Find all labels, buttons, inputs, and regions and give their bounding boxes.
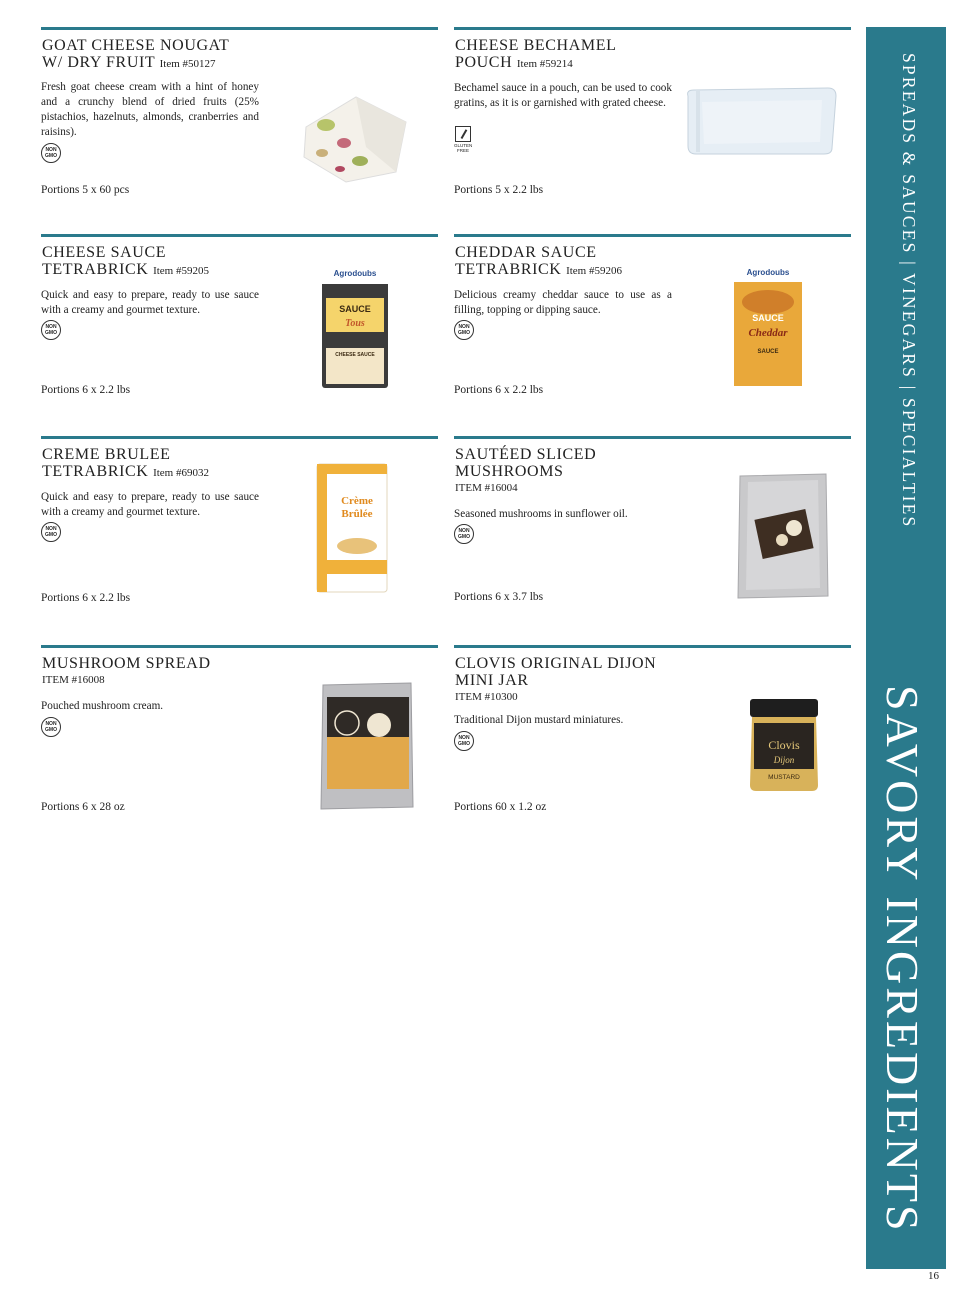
- product-card-creme-brulee: [41, 436, 438, 626]
- mushroom-spread-pouch-photo: [317, 679, 417, 814]
- pack-label: Crème: [341, 495, 373, 507]
- page-number: 16: [928, 1270, 939, 1282]
- non-gmo-icon: NON GMO: [454, 731, 474, 751]
- product-portions: Portions 6 x 28 oz: [41, 801, 125, 813]
- product-portions: Portions 60 x 1.2 oz: [454, 801, 547, 813]
- product-title: GOAT CHEESE NOUGAT W/ DRY FRUIT Item #50127: [42, 37, 230, 71]
- jar-sub: MUSTARD: [768, 774, 800, 781]
- non-gmo-icon: NON GMO: [41, 522, 61, 542]
- pouch-photo: [682, 82, 842, 162]
- product-description: Bechamel sauce in a pouch, can be used to cook gratins, as it is or garnished with grated cheese.: [454, 82, 672, 109]
- product-description: Quick and easy to prepare, ready to use sauce with a creamy and gourmet texture.: [41, 289, 259, 316]
- product-card-cheese-sauce: [41, 234, 438, 424]
- product-portions: Portions 5 x 2.2 lbs: [454, 184, 544, 196]
- product-portions: Portions 6 x 2.2 lbs: [41, 592, 131, 604]
- product-card-sauteed-mushrooms: [454, 436, 851, 626]
- non-gmo-icon: NON GMO: [41, 143, 61, 163]
- item-number: Item #50127: [159, 58, 216, 70]
- cheddar-sauce-carton-photo: [728, 258, 808, 388]
- sidebar-title: SAVORY INGREDIENTS: [877, 685, 928, 1234]
- section-sidebar: [866, 27, 946, 1269]
- product-description: Fresh goat cheese cream with a hint of honey and a crunchy blend of dried fruits (25% pistachios, hazelnuts, almonds, cranberries and raisins).: [41, 81, 259, 138]
- product-title: MUSHROOM SPREAD ITEM #16008: [42, 655, 282, 689]
- section-divider: [41, 234, 438, 237]
- jar-brand: Clovis: [768, 738, 800, 752]
- nougat-photo: [296, 77, 426, 187]
- section-divider: [41, 436, 438, 439]
- sidebar-subtitle: SPREADS & SAUCES | VINEGARS | SPECIALTIES: [899, 53, 919, 529]
- product-card-clovis-dijon: [454, 645, 851, 835]
- pack-foot: CHEESE SAUCE: [335, 352, 375, 358]
- product-portions: Portions 5 x 60 pcs: [41, 184, 130, 196]
- dijon-jar-photo: [744, 695, 824, 795]
- item-number: Item #59206: [566, 265, 622, 277]
- creme-brulee-carton-photo: [311, 460, 396, 595]
- section-divider: [454, 234, 851, 237]
- pack-sub: Cheddar: [748, 327, 788, 339]
- item-number: ITEM #10300: [455, 691, 518, 703]
- non-gmo-icon: NON GMO: [41, 320, 61, 340]
- section-divider: [41, 645, 438, 648]
- product-description: Pouched mushroom cream.: [41, 700, 164, 712]
- item-number: ITEM #16004: [455, 482, 518, 494]
- pack-brand: Agrodoubs: [333, 269, 377, 278]
- product-title: CHEESE SAUCE TETRABRICK Item #59205: [42, 244, 209, 278]
- product-description: Seasoned mushrooms in sunflower oil.: [454, 508, 628, 520]
- cheese-sauce-carton-photo: [316, 256, 396, 391]
- product-portions: Portions 6 x 2.2 lbs: [41, 384, 131, 396]
- section-divider: [454, 645, 851, 648]
- product-title: CREME BRULEE TETRABRICK Item #69032: [42, 446, 209, 480]
- product-description: Traditional Dijon mustard miniatures.: [454, 714, 624, 726]
- item-number: Item #59214: [516, 58, 573, 70]
- item-number: ITEM #16008: [42, 674, 105, 686]
- item-number: Item #59205: [153, 265, 209, 277]
- pack-foot: SAUCE: [757, 349, 779, 355]
- product-title: SAUTÉED SLICED MUSHROOMS ITEM #16004: [455, 446, 695, 497]
- product-card-cheese-bechamel: [454, 27, 851, 217]
- non-gmo-icon: NON GMO: [454, 524, 474, 544]
- section-divider: [41, 27, 438, 30]
- product-title: CLOVIS ORIGINAL DIJON MINI JAR ITEM #10300: [455, 655, 695, 706]
- product-card-goat-cheese-nougat: [41, 27, 438, 217]
- item-number: Item #69032: [153, 467, 209, 479]
- product-card-mushroom-spread: [41, 645, 438, 835]
- pack-label: SAUCE: [752, 313, 784, 323]
- section-divider: [454, 27, 851, 30]
- product-title: CHEDDAR SAUCE TETRABRICK Item #59206: [455, 244, 622, 278]
- product-title: CHEESE BECHAMEL POUCH Item #59214: [455, 37, 617, 71]
- pack-brand: Agrodoubs: [746, 268, 790, 277]
- non-gmo-icon: NON GMO: [41, 717, 61, 737]
- pack-label: SAUCE: [339, 304, 371, 314]
- section-divider: [454, 436, 851, 439]
- pack-sub: Brûlée: [341, 508, 373, 520]
- mushroom-pouch-photo: [734, 470, 834, 605]
- pack-sub: Tous: [345, 318, 365, 329]
- gluten-free-icon: GLUTEN FREE: [454, 126, 472, 153]
- non-gmo-icon: NON GMO: [454, 320, 474, 340]
- product-description: Delicious creamy cheddar sauce to use as a filling, topping or dipping sauce.: [454, 289, 672, 316]
- product-description: Quick and easy to prepare, ready to use sauce with a creamy and gourmet texture.: [41, 491, 259, 518]
- product-portions: Portions 6 x 2.2 lbs: [454, 384, 544, 396]
- product-card-cheddar-sauce: [454, 234, 851, 424]
- product-portions: Portions 6 x 3.7 lbs: [454, 591, 544, 603]
- jar-label: Dijon: [773, 755, 795, 765]
